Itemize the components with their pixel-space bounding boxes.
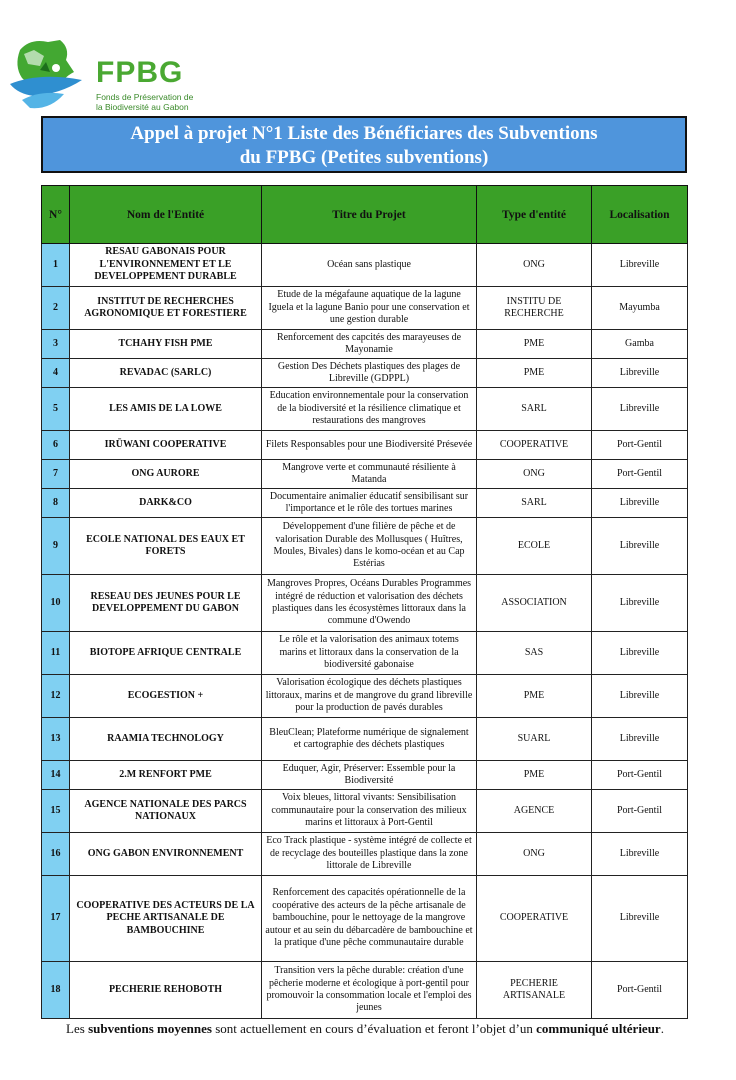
footer-text-3: . xyxy=(660,1021,664,1036)
entity-name: TCHAHY FISH PME xyxy=(70,330,262,359)
entity-name: DARK&CO xyxy=(70,489,262,518)
header-number: N° xyxy=(42,186,70,244)
project-title: Gestion Des Déchets plastiques des plages de Libreville (GDPPL) xyxy=(262,359,477,388)
header-project-title: Titre du Projet xyxy=(262,186,477,244)
location: Libreville xyxy=(592,718,688,761)
footer-bold-2: communiqué ultérieur xyxy=(536,1021,661,1036)
entity-type: AGENCE xyxy=(477,790,592,833)
entity-name: BIOTOPE AFRIQUE CENTRALE xyxy=(70,632,262,675)
table-row xyxy=(42,962,688,1019)
row-number: 12 xyxy=(42,675,70,718)
entity-name: ONG GABON ENVIRONNEMENT xyxy=(70,833,262,876)
location: Libreville xyxy=(592,575,688,632)
table-row xyxy=(42,244,688,287)
row-number: 4 xyxy=(42,359,70,388)
entity-type: SARL xyxy=(477,388,592,431)
table-row xyxy=(42,876,688,962)
location: Libreville xyxy=(592,489,688,518)
title-line-1: Appel à projet N°1 Liste des Bénéficiares des Subventions xyxy=(130,123,598,144)
location: Mayumba xyxy=(592,287,688,330)
entity-name: PECHERIE REHOBOTH xyxy=(70,962,262,1019)
row-number: 11 xyxy=(42,632,70,675)
entity-type: COOPERATIVE xyxy=(477,876,592,962)
location: Port-Gentil xyxy=(592,431,688,460)
row-number: 1 xyxy=(42,244,70,287)
entity-name: INSTITUT DE RECHERCHES AGRONOMIQUE ET FORESTIERE xyxy=(70,287,262,330)
entity-type: SARL xyxy=(477,489,592,518)
project-title: Mangrove verte et communauté résiliente à Matanda xyxy=(262,460,477,489)
location: Libreville xyxy=(592,876,688,962)
table-row xyxy=(42,518,688,575)
table-header-row xyxy=(42,186,688,244)
entity-name: RESAU GABONAIS POUR L'ENVIRONNEMENT ET LE DEVELOPPEMENT DURABLE xyxy=(70,244,262,287)
location: Port-Gentil xyxy=(592,962,688,1019)
row-number: 7 xyxy=(42,460,70,489)
row-number: 3 xyxy=(42,330,70,359)
location: Gamba xyxy=(592,330,688,359)
location: Port-Gentil xyxy=(592,790,688,833)
project-title: Eduquer, Agir, Préserver: Essemble pour la Biodiversité xyxy=(262,761,477,790)
project-title: Transition vers la pêche durable: création d'une pêcherie moderne et écologique à port-gentil pour promouvoir la consommation locale et l'emploi des jeunes xyxy=(262,962,477,1019)
row-number: 10 xyxy=(42,575,70,632)
table-row xyxy=(42,833,688,876)
title-banner xyxy=(41,116,687,173)
entity-type: ASSOCIATION xyxy=(477,575,592,632)
table-row xyxy=(42,489,688,518)
footer-text-2: sont actuellement en cours d’évaluation et feront l’objet d’un xyxy=(211,1021,537,1036)
logo-subtitle-line1: Fonds de Préservation de xyxy=(96,92,194,102)
project-title: Valorisation écologique des déchets plastiques littoraux, marins et de mangrove du grand libreville pour la production de pavés durables xyxy=(262,675,477,718)
row-number: 5 xyxy=(42,388,70,431)
header-entity-type: Type d'entité xyxy=(477,186,592,244)
table-row xyxy=(42,675,688,718)
project-title: Océan sans plastique xyxy=(262,244,477,287)
entity-type: ECOLE xyxy=(477,518,592,575)
project-title: Etude de la mégafaune aquatique de la lagune Iguela et la lagune Banio pour une conservation et une gestion durable xyxy=(262,287,477,330)
entity-type: PME xyxy=(477,761,592,790)
project-title: Documentaire animalier éducatif sensibilisant sur l'importance et le rôle des tortues marines xyxy=(262,489,477,518)
table-row xyxy=(42,790,688,833)
row-number: 13 xyxy=(42,718,70,761)
entity-type: ONG xyxy=(477,833,592,876)
table-row xyxy=(42,718,688,761)
header-entity-name: Nom de l'Entité xyxy=(70,186,262,244)
table-row xyxy=(42,359,688,388)
header-location: Localisation xyxy=(592,186,688,244)
project-title: Renforcement des capacités opérationnelle de la coopérative des acteurs de la pêche artisanale de bambouchine, pour le nettoyage de la mangrove autour et au sein du débarcadère de bambouchine et la pratique d'une pêche communautaire durable xyxy=(262,876,477,962)
row-number: 2 xyxy=(42,287,70,330)
row-number: 15 xyxy=(42,790,70,833)
location: Port-Gentil xyxy=(592,460,688,489)
entity-type: SAS xyxy=(477,632,592,675)
location: Libreville xyxy=(592,244,688,287)
entity-type: SUARL xyxy=(477,718,592,761)
project-title: Education environnementale pour la conservation de la biodiversité et la résilience climatique et restaurations des mangroves xyxy=(262,388,477,431)
entity-type: COOPERATIVE xyxy=(477,431,592,460)
entity-type: PME xyxy=(477,330,592,359)
row-number: 17 xyxy=(42,876,70,962)
entity-name: ECOLE NATIONAL DES EAUX ET FORETS xyxy=(70,518,262,575)
footer-text-1: Les xyxy=(66,1021,89,1036)
gabon-map-logo-icon xyxy=(0,20,100,120)
logo-abbreviation: FPBG xyxy=(96,56,184,89)
table-row xyxy=(42,287,688,330)
title-line-2: du FPBG (Petites subventions) xyxy=(239,147,489,168)
entity-type: INSTITU DE RECHERCHE xyxy=(477,287,592,330)
beneficiaries-table xyxy=(41,185,688,1019)
table-row xyxy=(42,388,688,431)
logo-subtitle-line2: la Biodiversité au Gabon xyxy=(96,102,189,112)
entity-name: ECOGESTION + xyxy=(70,675,262,718)
entity-name: 2.M RENFORT PME xyxy=(70,761,262,790)
row-number: 14 xyxy=(42,761,70,790)
project-title: Développement d'une filière de pêche et de valorisation Durable des Mollusques ( Huîtres, Moules, Bivales) dans le komo-océan et au Cap Estérias xyxy=(262,518,477,575)
project-title: Voix bleues, littoral vivants: Sensibilisation communautaire pour la conservation des milieux marins et littoraux à Port-Gentil xyxy=(262,790,477,833)
table-body xyxy=(42,244,688,1019)
fpbg-logo xyxy=(0,20,200,120)
table-row xyxy=(42,460,688,489)
project-title: Renforcement des capcités des marayeuses de Mayonamie xyxy=(262,330,477,359)
entity-name: RAAMIA TECHNOLOGY xyxy=(70,718,262,761)
project-title: Le rôle et la valorisation des animaux totems marins et littoraux dans la conservation de la biodiversité gabonaise xyxy=(262,632,477,675)
row-number: 9 xyxy=(42,518,70,575)
location: Libreville xyxy=(592,359,688,388)
entity-type: PME xyxy=(477,359,592,388)
table-row xyxy=(42,330,688,359)
project-title: Mangroves Propres, Océans Durables Programmes intégré de réduction et valorisation des déchets plastiques dans les écosystèmes littoraux dans la commune d'Owendo xyxy=(262,575,477,632)
location: Port-Gentil xyxy=(592,761,688,790)
table-row xyxy=(42,761,688,790)
entity-name: IRŪWANI COOPERATIVE xyxy=(70,431,262,460)
location: Libreville xyxy=(592,388,688,431)
row-number: 8 xyxy=(42,489,70,518)
entity-name: AGENCE NATIONALE DES PARCS NATIONAUX xyxy=(70,790,262,833)
row-number: 16 xyxy=(42,833,70,876)
project-title: Eco Track plastique - système intégré de collecte et de recyclage des bouteilles plastique dans la zone littorale de Libreville xyxy=(262,833,477,876)
footer-note xyxy=(40,1019,690,1038)
entity-type: PECHERIE ARTISANALE xyxy=(477,962,592,1019)
entity-type: ONG xyxy=(477,244,592,287)
entity-name: RESEAU DES JEUNES POUR LE DEVELOPPEMENT DU GABON xyxy=(70,575,262,632)
entity-type: PME xyxy=(477,675,592,718)
entity-name: ONG AURORE xyxy=(70,460,262,489)
row-number: 6 xyxy=(42,431,70,460)
table-row xyxy=(42,575,688,632)
entity-type: ONG xyxy=(477,460,592,489)
entity-name: COOPERATIVE DES ACTEURS DE LA PECHE ARTISANALE DE BAMBOUCHINE xyxy=(70,876,262,962)
table-row xyxy=(42,632,688,675)
location: Libreville xyxy=(592,518,688,575)
table-row xyxy=(42,431,688,460)
entity-name: LES AMIS DE LA LOWE xyxy=(70,388,262,431)
location: Libreville xyxy=(592,632,688,675)
footer-bold-1: subventions moyennes xyxy=(88,1021,212,1036)
location: Libreville xyxy=(592,833,688,876)
entity-name: REVADAC (SARLC) xyxy=(70,359,262,388)
location: Libreville xyxy=(592,675,688,718)
project-title: BleuClean; Plateforme numérique de signalement et cartographie des déchets plastiques xyxy=(262,718,477,761)
project-title: Filets Responsables pour une Biodiversité Présevée xyxy=(262,431,477,460)
row-number: 18 xyxy=(42,962,70,1019)
